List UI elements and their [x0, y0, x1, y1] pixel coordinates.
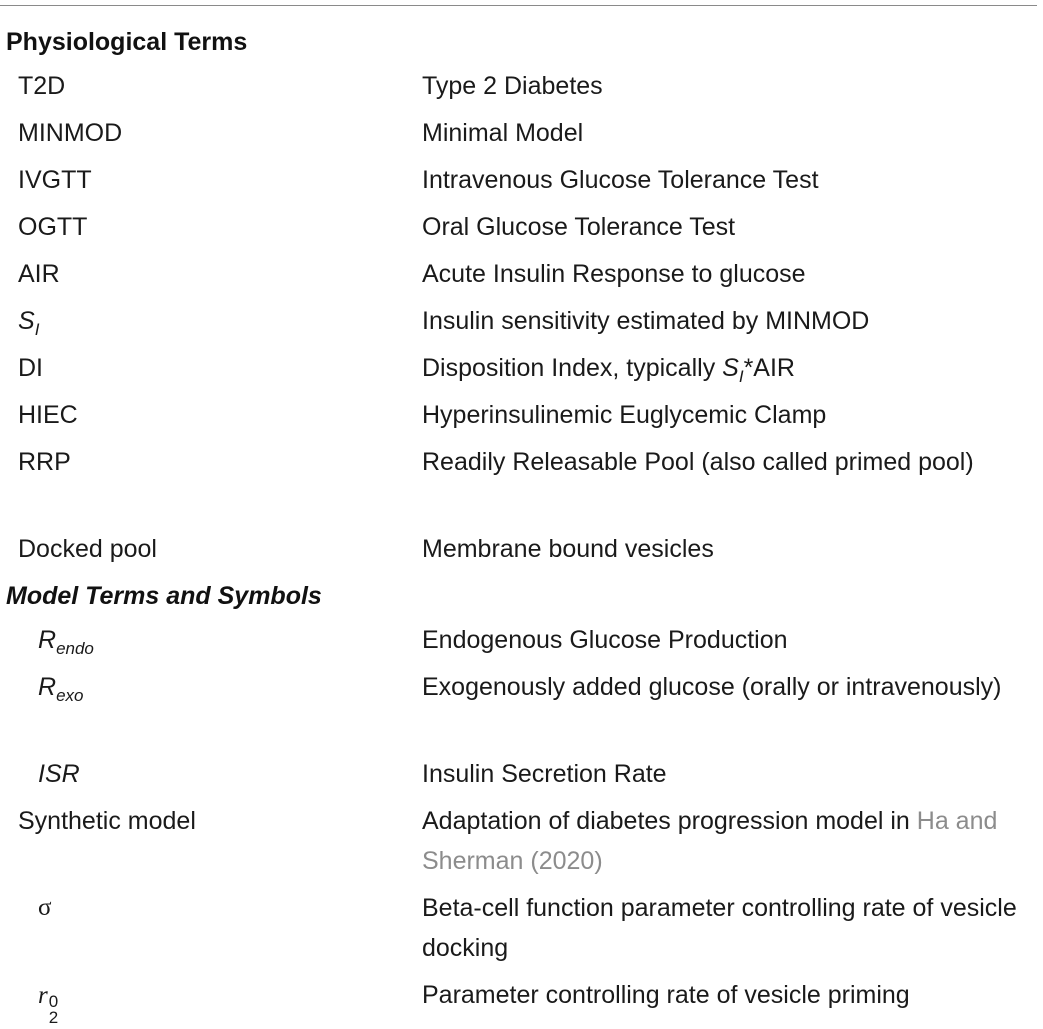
- table-row: [0, 207, 1043, 254]
- table-row: [0, 113, 1043, 160]
- symbol-supsub: [49, 994, 58, 1026]
- definition-text: Disposition Index, typically: [422, 354, 723, 382]
- symbol-r: R: [38, 626, 57, 654]
- symbol-subscript: exo: [56, 686, 84, 705]
- definition-cell: Parameter controlling rate of vesicle priming: [422, 981, 910, 1009]
- symbol-r: R: [38, 673, 57, 701]
- definition-cell: Minimal Model: [422, 119, 584, 147]
- definition-cell: Insulin sensitivity estimated by MINMOD: [422, 307, 870, 335]
- citation-link[interactable]: Ha and Sherman (2020): [422, 807, 998, 875]
- table-row: [0, 667, 1043, 754]
- definition-cell: Hyperinsulinemic Euglycemic Clamp: [422, 401, 827, 429]
- term-cell: OGTT: [18, 213, 88, 241]
- table-row: [0, 801, 1043, 888]
- term-cell: Docked pool: [18, 535, 157, 563]
- table-row: [0, 395, 1043, 442]
- table-row: [0, 301, 1043, 348]
- section-title-model: Model Terms and Symbols: [6, 582, 322, 610]
- definition-cell: Readily Releasable Pool (also called primed pool): [422, 448, 974, 476]
- definition-cell: Acute Insulin Response to glucose: [422, 260, 806, 288]
- table-row: [0, 66, 1043, 113]
- symbol-s: S: [18, 307, 35, 335]
- table-row: [0, 529, 1043, 576]
- section-title-physiological: Physiological Terms: [6, 28, 248, 56]
- table-row: [0, 442, 1043, 529]
- definition-cell: Insulin Secretion Rate: [422, 760, 667, 788]
- term-cell: RRP: [18, 448, 71, 476]
- term-cell-si: [0, 301, 422, 348]
- definition-cell: Exogenously added glucose (orally or intravenously): [422, 673, 1002, 701]
- term-cell-isr: ISR: [38, 760, 80, 788]
- term-cell: AIR: [18, 260, 60, 288]
- term-cell: MINMOD: [18, 119, 123, 147]
- term-cell-r20: [0, 975, 422, 1027]
- term-cell-sigma: σ: [38, 894, 52, 921]
- table-row: [0, 254, 1043, 301]
- symbol-subscript: I: [738, 367, 744, 386]
- symbol-s: S: [722, 354, 739, 382]
- definition-cell: Oral Glucose Tolerance Test: [422, 213, 736, 241]
- table-row: [0, 348, 1043, 395]
- symbol-subscript: endo: [56, 639, 94, 658]
- term-cell: HIEC: [18, 401, 78, 429]
- definition-cell: Type 2 Diabetes: [422, 72, 603, 100]
- symbol-r20: [38, 976, 59, 1027]
- table-row: [0, 888, 1043, 975]
- term-cell-rendo: [0, 620, 422, 667]
- symbol-superscript: 0: [48, 992, 59, 1011]
- top-rule: [0, 5, 1037, 6]
- symbol-subscript: I: [34, 320, 40, 339]
- term-cell: IVGTT: [18, 166, 92, 194]
- term-cell-rexo: [0, 667, 422, 754]
- definition-cell-di: [422, 348, 1026, 395]
- symbol-subscript: 2: [48, 1008, 59, 1027]
- definition-text: *AIR: [743, 354, 795, 382]
- definition-cell: Endogenous Glucose Production: [422, 626, 788, 654]
- term-cell: DI: [18, 354, 43, 382]
- table-row: [0, 620, 1043, 667]
- definition-cell-synthetic: [422, 801, 1026, 888]
- term-cell: T2D: [18, 72, 66, 100]
- definition-cell: Membrane bound vesicles: [422, 535, 714, 563]
- glossary-table: [0, 22, 1043, 1027]
- definition-cell: Intravenous Glucose Tolerance Test: [422, 166, 819, 194]
- table-row: [0, 160, 1043, 207]
- term-cell: Synthetic model: [18, 807, 196, 835]
- definition-text: Adaptation of diabetes progression model in: [422, 807, 917, 835]
- symbol-r: r: [38, 982, 48, 1009]
- table-row: [0, 975, 1043, 1027]
- definition-cell: Beta-cell function parameter controlling rate of vesicle docking: [422, 894, 1017, 962]
- table-row: [0, 754, 1043, 801]
